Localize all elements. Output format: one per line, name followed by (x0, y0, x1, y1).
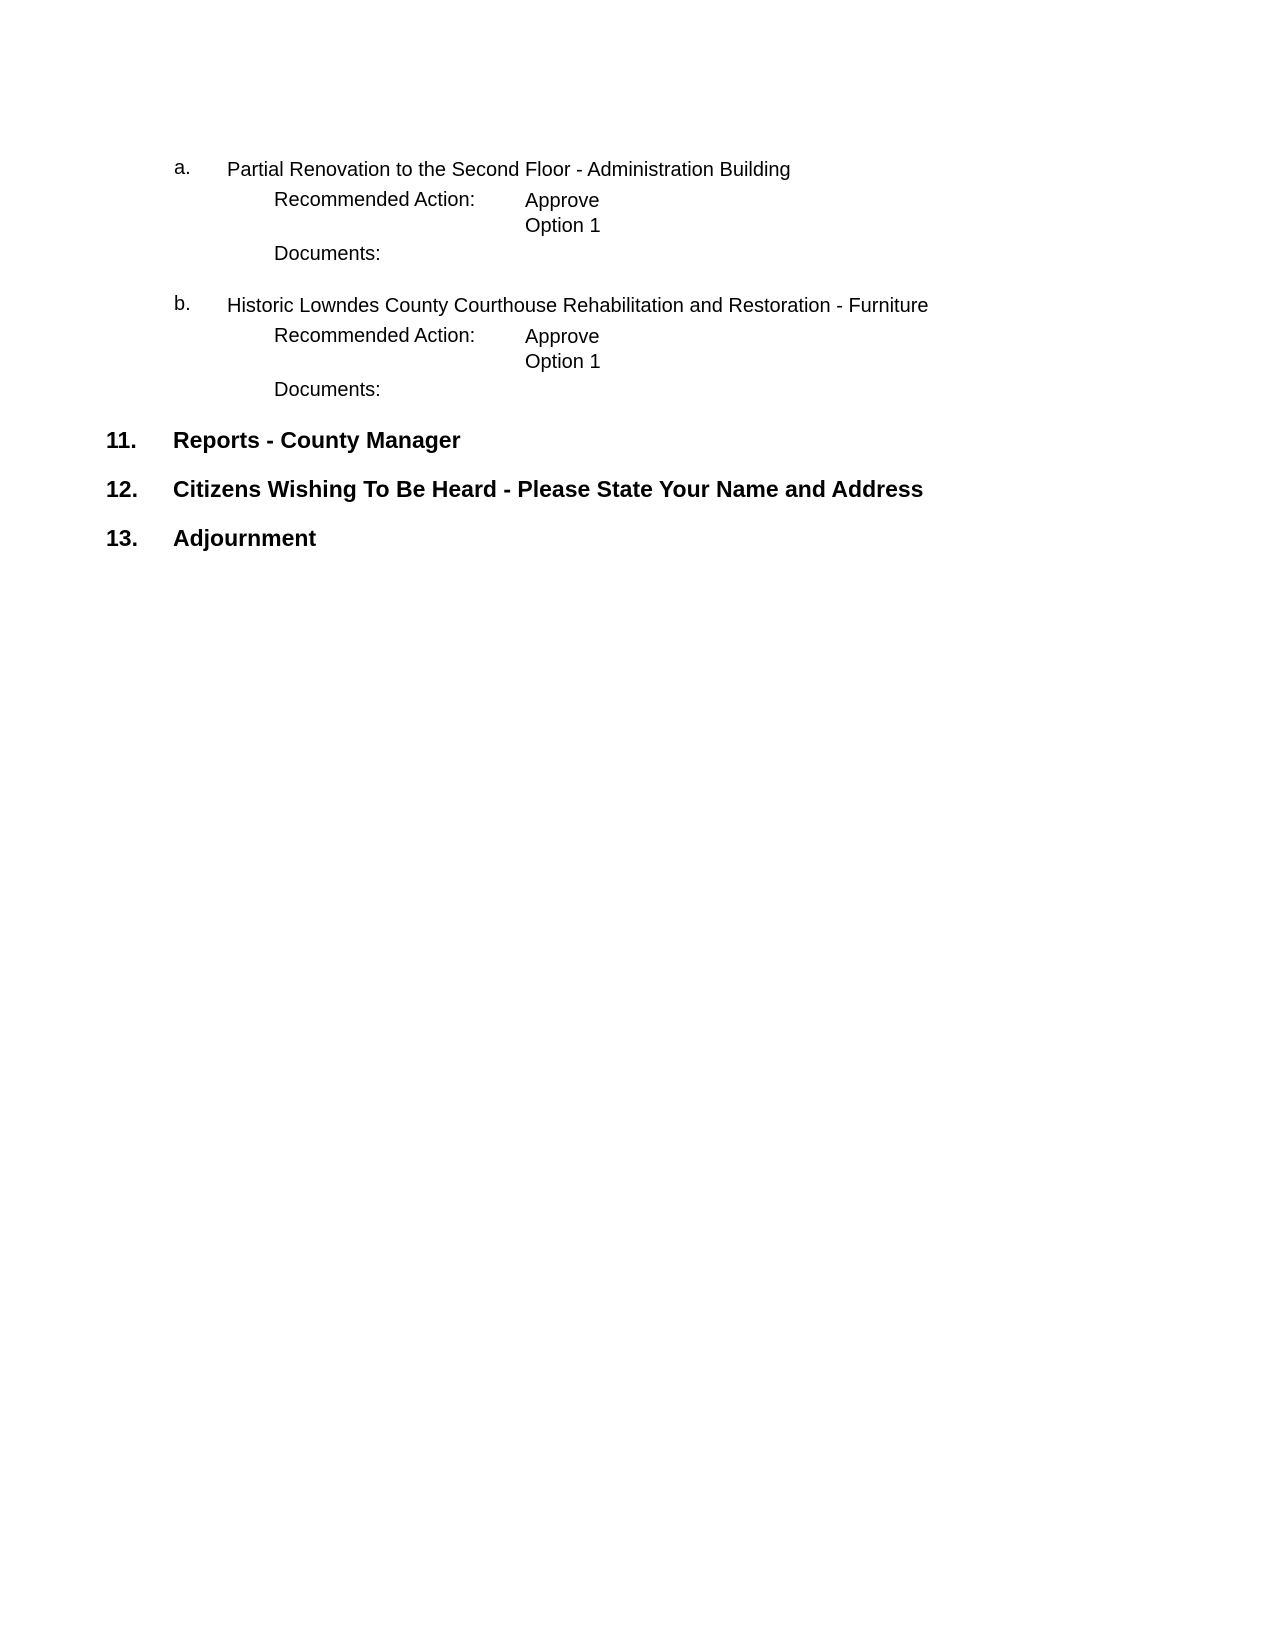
recommended-action-value: Approve (525, 190, 600, 212)
item-title[interactable]: Reports - County Manager (173, 427, 461, 453)
documents-label: Documents: (274, 243, 381, 265)
subitem-title[interactable]: Partial Renovation to the Second Floor - Administration Building (227, 159, 791, 181)
recommended-action-option: Option 1 (525, 351, 601, 373)
item-number: 12. (106, 476, 138, 502)
item-number: 11. (106, 427, 137, 453)
recommended-action-label: Recommended Action: (274, 189, 476, 211)
documents-label: Documents: (274, 379, 381, 401)
subitem-letter: a. (174, 157, 191, 179)
subitem-title[interactable]: Historic Lowndes County Courthouse Rehabilitation and Restoration - Furniture (227, 295, 929, 317)
item-title[interactable]: Adjournment (173, 525, 317, 551)
recommended-action-label: Recommended Action: (274, 325, 476, 347)
recommended-action-option: Option 1 (525, 215, 601, 237)
recommended-action-value: Approve (525, 326, 600, 348)
item-number: 13. (106, 525, 138, 551)
item-title[interactable]: Citizens Wishing To Be Heard - Please State Your Name and Address (173, 476, 924, 502)
subitem-letter: b. (174, 293, 191, 315)
